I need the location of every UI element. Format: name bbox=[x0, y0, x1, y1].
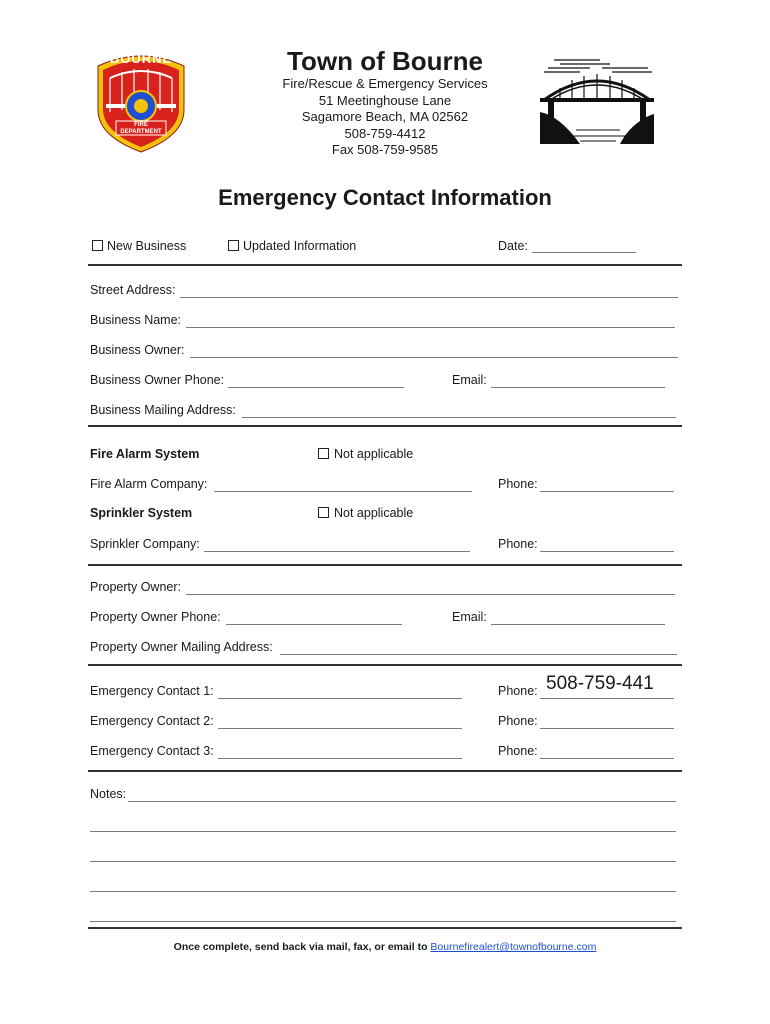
notes-line-5[interactable] bbox=[90, 921, 676, 922]
sprinkler-heading: Sprinkler System bbox=[90, 506, 193, 520]
street-line: 51 Meetinghouse Lane bbox=[318, 92, 452, 108]
emergency-contact-1-phone-value[interactable]: 508-759-441 bbox=[546, 673, 654, 694]
new-business-checkbox[interactable] bbox=[92, 240, 103, 251]
emergency-contact-3-phone-field[interactable] bbox=[540, 758, 674, 759]
business-mailing-address-label: Business Mailing Address: bbox=[90, 403, 236, 417]
logo-bottom-text: FIRE DEPARTMENT bbox=[120, 122, 162, 135]
emergency-contact-3-label: Emergency Contact 3: bbox=[90, 744, 214, 758]
fire-alarm-company-label: Fire Alarm Company: bbox=[90, 477, 208, 491]
business-owner-phone-field[interactable] bbox=[228, 387, 404, 388]
emergency-contact-3-phone-label: Phone: bbox=[498, 744, 538, 758]
divider-3 bbox=[88, 564, 682, 566]
notes-line-3[interactable] bbox=[90, 861, 676, 862]
emergency-contact-2-phone-label: Phone: bbox=[498, 714, 538, 728]
fire-alarm-not-applicable-checkbox[interactable] bbox=[318, 448, 329, 459]
footer-text: Once complete, send back via mail, fax, or email to bbox=[173, 941, 431, 953]
property-owner-email-label: Email: bbox=[452, 610, 487, 624]
logo-top-text: BOURNE bbox=[109, 51, 173, 66]
property-owner-phone-field[interactable] bbox=[226, 624, 402, 625]
fire-alarm-not-applicable-label: Not applicable bbox=[334, 447, 414, 461]
business-owner-label: Business Owner: bbox=[90, 343, 185, 357]
emergency-contact-3-field[interactable] bbox=[218, 758, 462, 759]
letterhead bbox=[200, 46, 570, 159]
town-title: Town of Bourne bbox=[287, 46, 483, 76]
city-line: Sagamore Beach, MA 02562 bbox=[301, 109, 469, 124]
business-owner-email-label: Email: bbox=[452, 373, 487, 387]
date-label: Date: bbox=[498, 239, 528, 253]
business-name-field[interactable] bbox=[186, 327, 675, 328]
notes-line-2[interactable] bbox=[90, 831, 676, 832]
divider-4 bbox=[88, 664, 682, 666]
notes-line-4[interactable] bbox=[90, 891, 676, 892]
fire-alarm-phone-field[interactable] bbox=[540, 491, 674, 492]
footer-email-link[interactable]: Bournefirealert@townofbourne.com bbox=[430, 941, 597, 953]
date-field[interactable] bbox=[532, 252, 636, 253]
property-owner-field[interactable] bbox=[186, 594, 675, 595]
fire-alarm-phone-label: Phone: bbox=[498, 477, 538, 491]
street-address-field[interactable] bbox=[180, 297, 678, 298]
emergency-contact-1-label: Emergency Contact 1: bbox=[90, 684, 214, 698]
emergency-contact-2-field[interactable] bbox=[218, 728, 462, 729]
street-address-label: Street Address: bbox=[90, 283, 176, 297]
sprinkler-not-applicable-checkbox[interactable] bbox=[318, 507, 329, 518]
phone-line: 508-759-4412 bbox=[344, 125, 426, 141]
footer-instructions bbox=[0, 941, 770, 953]
notes-line-1[interactable] bbox=[128, 801, 676, 802]
updated-information-checkbox[interactable] bbox=[228, 240, 239, 251]
business-name-label: Business Name: bbox=[90, 313, 182, 327]
sprinkler-not-applicable-label: Not applicable bbox=[334, 506, 414, 520]
business-owner-field[interactable] bbox=[190, 357, 678, 358]
sprinkler-company-label: Sprinkler Company: bbox=[90, 537, 200, 551]
notes-label: Notes: bbox=[90, 787, 127, 801]
emergency-contact-2-label: Emergency Contact 2: bbox=[90, 714, 214, 728]
property-owner-email-field[interactable] bbox=[491, 624, 665, 625]
property-owner-phone-label: Property Owner Phone: bbox=[90, 610, 221, 624]
fax-line: Fax 508-759-9585 bbox=[331, 142, 439, 157]
business-owner-phone-label: Business Owner Phone: bbox=[90, 373, 225, 387]
business-owner-email-field[interactable] bbox=[491, 387, 665, 388]
divider-1 bbox=[88, 264, 682, 266]
divider-5 bbox=[88, 770, 682, 772]
department-name: Fire/Rescue & Emergency Services bbox=[282, 76, 488, 91]
emergency-contact-1-field[interactable] bbox=[218, 698, 462, 699]
fire-alarm-company-field[interactable] bbox=[214, 491, 472, 492]
property-owner-label: Property Owner: bbox=[90, 580, 182, 594]
business-mailing-address-field[interactable] bbox=[242, 417, 676, 418]
form-title: Emergency Contact Information bbox=[218, 185, 552, 210]
divider-2 bbox=[88, 425, 682, 427]
emergency-contact-2-phone-field[interactable] bbox=[540, 728, 674, 729]
sprinkler-phone-label: Phone: bbox=[498, 537, 538, 551]
fire-alarm-heading: Fire Alarm System bbox=[90, 447, 200, 461]
divider-6 bbox=[88, 927, 682, 929]
property-owner-mailing-address-field[interactable] bbox=[280, 654, 677, 655]
updated-information-label: Updated Information bbox=[243, 239, 357, 253]
emergency-contact-1-phone-label: Phone: bbox=[498, 684, 538, 698]
sprinkler-company-field[interactable] bbox=[204, 551, 470, 552]
emergency-contact-1-phone-field[interactable] bbox=[540, 698, 674, 699]
property-owner-mailing-address-label: Property Owner Mailing Address: bbox=[90, 640, 273, 654]
fire-department-logo bbox=[92, 48, 190, 154]
new-business-label: New Business bbox=[107, 239, 187, 253]
sprinkler-phone-field[interactable] bbox=[540, 551, 674, 552]
